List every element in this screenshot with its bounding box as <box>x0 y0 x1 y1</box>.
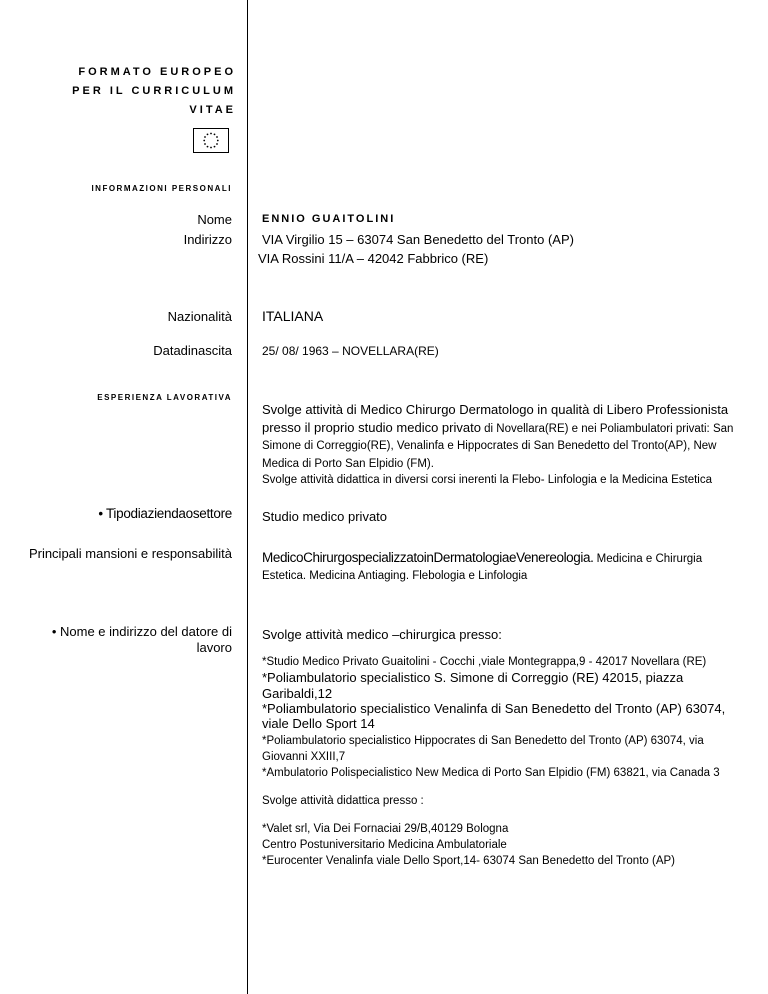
exp-intro-line-2a: presso il proprio studio medico privato <box>262 420 481 435</box>
studio-2-line-2: Garibaldi,12 <box>262 686 333 701</box>
mansioni-label: Principali mansioni e responsabilità <box>28 546 232 561</box>
exp-intro-line-2b: di Novellara(RE) e nei Poliambulatori privati: San <box>480 423 734 435</box>
mansioni-value-1b: Medicina e Chirurgia <box>593 553 703 565</box>
exp-intro-line-2 <box>262 420 733 435</box>
studio-5: *Ambulatorio Polispecialistico New Medica di Porto San Elpidio (FM) 63821, via Canada 3 <box>262 767 720 779</box>
didattica-intro: Svolge attività didattica presso : <box>262 795 424 807</box>
indirizzo-value-2: VIA Rossini 11/A – 42042 Fabbrico (RE) <box>258 251 489 266</box>
indirizzo-value-1: VIA Virgilio 15 – 63074 San Benedetto del Tronto (AP) <box>262 232 574 247</box>
section-personal-info: INFORMAZIONI PERSONALI <box>91 184 232 193</box>
datore-label-2: lavoro <box>196 640 232 655</box>
exp-intro-line-3: Simone di Correggio(RE), Venalinfa e Hippocrates di San Benedetto del Tronto(AP), New <box>262 440 717 452</box>
cv-title-line1: FORMATO EUROPEO <box>78 66 236 78</box>
didattica-3: *Eurocenter Venalinfa viale Dello Sport,14- 63074 San Benedetto del Tronto (AP) <box>262 855 675 867</box>
nome-label: Nome <box>197 212 232 227</box>
section-work-experience: ESPERIENZA LAVORATIVA <box>97 393 232 402</box>
studio-4-line-2: Giovanni XXIII,7 <box>262 751 346 763</box>
studio-3-line-2: viale Dello Sport 14 <box>262 716 375 731</box>
exp-intro-line-1: Svolge attività di Medico Chirurgo Dermatologo in qualità di Libero Professionista <box>262 402 729 417</box>
datore-label-1: • Nome e indirizzo del datore di <box>51 624 232 639</box>
exp-intro-line-5: Svolge attività didattica in diversi corsi inerenti la Flebo- Linfologia e la Medicina Estetica <box>262 474 713 486</box>
datore-intro: Svolge attività medico –chirurgica presso: <box>262 627 502 642</box>
eu-flag-icon <box>193 128 229 153</box>
nome-value: ENNIO GUAITOLINI <box>262 213 396 225</box>
mansioni-value-line-2: Estetica. Medicina Antiaging. Flebologia e Linfologia <box>262 570 528 582</box>
studio-4-line-1: *Poliambulatorio specialistico Hippocrates di San Benedetto del Tronto (AP) 63074, via <box>262 735 704 747</box>
studio-2-line-1: *Poliambulatorio specialistico S. Simone di Correggio (RE) 42015, piazza <box>262 670 684 685</box>
nazionalita-value: ITALIANA <box>262 308 324 324</box>
mansioni-value-line-1 <box>262 550 702 565</box>
didattica-2: Centro Postuniversitario Medicina Ambulatoriale <box>262 839 507 851</box>
cv-title-line3: VITAE <box>189 104 236 116</box>
cv-title-line2: PER IL CURRICULUM <box>72 85 236 97</box>
tipo-azienda-label: • Tipodiaziendaosettore <box>98 506 232 521</box>
indirizzo-label: Indirizzo <box>183 232 232 247</box>
mansioni-value-1a: MedicoChirurgospecializzatoinDermatologiaeVenereologia. <box>262 550 594 565</box>
didattica-1: *Valet srl, Via Dei Fornaciai 29/B,40129 Bologna <box>262 823 509 835</box>
exp-intro-line-4: Medica di Porto San Elpidio (FM). <box>262 458 434 470</box>
tipo-azienda-value: Studio medico privato <box>262 509 388 524</box>
nascita-label: Datadinascita <box>153 343 232 358</box>
column-divider <box>247 0 248 994</box>
nazionalita-label: Nazionalità <box>167 309 232 324</box>
nascita-value: 25/ 08/ 1963 – NOVELLARA(RE) <box>262 344 439 358</box>
studio-1: *Studio Medico Privato Guaitolini - Cocchi ,viale Montegrappa,9 - 42017 Novellara (RE) <box>262 656 707 668</box>
studio-3-line-1: *Poliambulatorio specialistico Venalinfa di San Benedetto del Tronto (AP) 63074, <box>262 701 726 716</box>
